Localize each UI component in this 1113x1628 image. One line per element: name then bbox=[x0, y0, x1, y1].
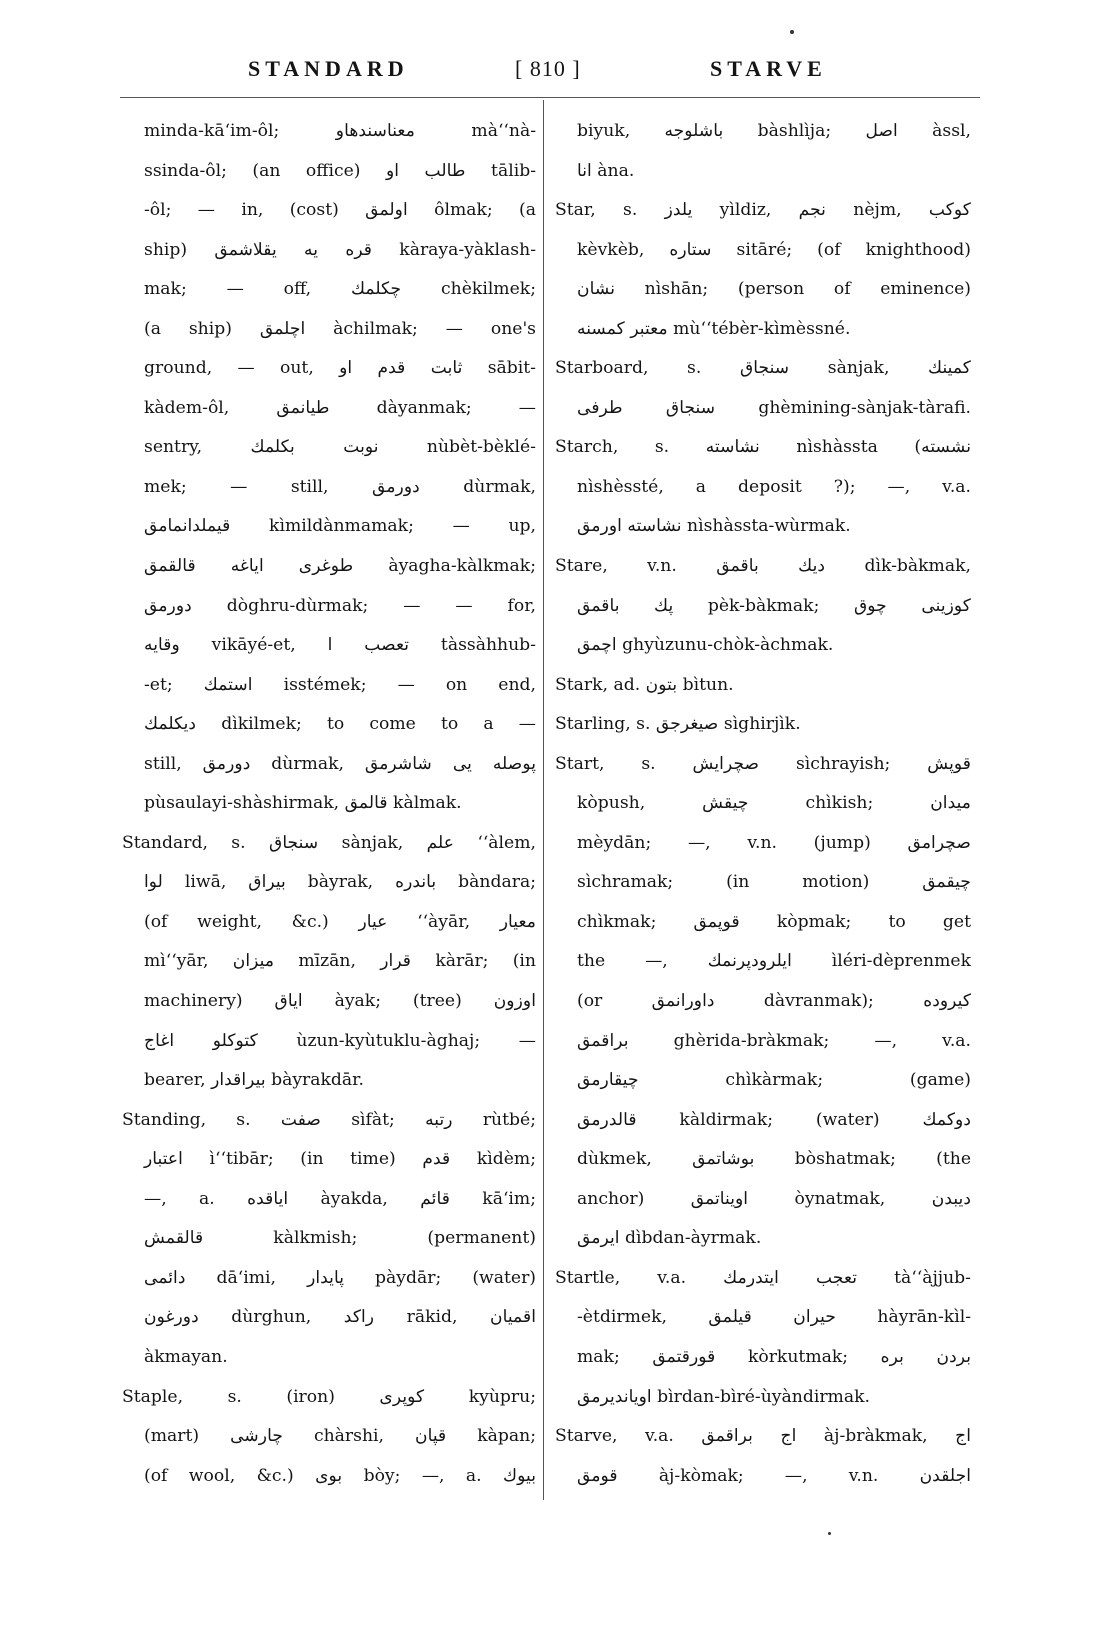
entry-headword-line: Standard, s. سنجاق sànjak, علم ‘‘àlem, bbox=[122, 832, 536, 853]
entry-continuation-line: biyuk, باشلوجه bàshlìja; اصل àssl, bbox=[577, 121, 971, 141]
header-right-word: STARVE bbox=[710, 56, 827, 81]
header-left-word: STANDARD bbox=[248, 56, 409, 81]
entry-headword-line: Starch, s. نشاسته nìshàssta (نشسته bbox=[555, 437, 971, 458]
entry-continuation-line: اچمق ghyùzunu-chòk-àchmak. bbox=[577, 635, 834, 656]
entry-continuation-line: دورمق dòghru-dùrmak; — — for, bbox=[144, 595, 536, 616]
left-column bbox=[122, 112, 536, 1496]
entry-continuation-line: (a ship) اچلمق àchilmak; — one's bbox=[144, 318, 536, 339]
entry-headword-line: Star, s. يلدز yìldiz, نجم nèjm, كوكب bbox=[555, 200, 971, 221]
entry-headword-line: Startle, v.a. تعجب ايتدرمك tà‘‘àjjub- bbox=[555, 1267, 971, 1288]
entry-continuation-line: دائمی dāʻimi, پايدار pàydār; (water) bbox=[144, 1267, 536, 1288]
entry-continuation-line: machinery) اياق àyak; (tree) اوزون bbox=[144, 991, 536, 1012]
entry-continuation-line: طوغری اياغه قالقمق àyagha-kàlkmak; bbox=[144, 556, 536, 577]
entry-headword-line: Starve, v.a. اج براقمق àj-bràkmak, اج bbox=[555, 1426, 971, 1447]
entry-continuation-line: پك باقمق pèk-bàkmak; كوزينی چوق bbox=[577, 595, 971, 616]
entry-continuation-line: قومق àj-kòmak; —, v.n. اجلقدن bbox=[577, 1465, 971, 1486]
entry-continuation-line: اويانديرمق bìrdan-bìré-ùyàndirmak. bbox=[577, 1386, 870, 1407]
entry-continuation-line: (of wool, &c.) بوی bòy; —, a. بيوك bbox=[144, 1465, 536, 1486]
entry-continuation-line: chìkmak; قوپمق kòpmak; to get bbox=[577, 911, 971, 932]
entry-continuation-line: kòpush, چيقش chìkish; ميدان bbox=[577, 793, 971, 814]
entry-headword-line: Starboard, s. سنجاق sànjak, كمينك bbox=[555, 358, 971, 379]
entry-headword-line: Staple, s. (iron) کوپری kyùpru; bbox=[122, 1386, 536, 1407]
entry-continuation-line: ايرمق dìbdan-àyrmak. bbox=[577, 1228, 762, 1249]
entry-continuation-line: still, دورمق dùrmak, پوصله یی شاشرمق bbox=[144, 753, 536, 774]
entry-continuation-line: ssinda-ôl; (an office) طالب او tālib- bbox=[144, 160, 536, 181]
entry-continuation-line: معتبر كمسنه mù‘‘tébèr-kìmèssné. bbox=[577, 318, 851, 339]
entry-continuation-line: -ôl; — in, (cost) اولمق ôlmak; (a bbox=[144, 200, 536, 221]
entry-continuation-line: bearer, بيراقدار bàyrakdār. bbox=[144, 1070, 364, 1091]
entry-continuation-line: لوا liwā, بيراق bàyrak, باندره bàndara; bbox=[144, 872, 536, 893]
entry-headword-line: Standing, s. صفت sìfàt; رتبه rùtbé; bbox=[122, 1109, 536, 1130]
entry-continuation-line: mì‘‘yār, ميزان mīzān, قرار kàrār; (in bbox=[144, 951, 536, 972]
entry-continuation-line: (mart) چارشی chàrshi, قپان kàpan; bbox=[144, 1426, 536, 1447]
header-rule bbox=[120, 97, 980, 98]
page-number: [ 810 ] bbox=[515, 56, 581, 81]
entry-continuation-line: -ètdirmek, حيران قيلمق hàyrān-kìl- bbox=[577, 1307, 971, 1328]
entry-continuation-line: كتوكلو اغاج ùzun-kyùtuklu-àghaj; — bbox=[144, 1030, 536, 1051]
entry-continuation-line: (or داورانمق dàvranmak); كيروده bbox=[577, 991, 971, 1012]
entry-continuation-line: mek; — still, دورمق dùrmak, bbox=[144, 476, 536, 497]
entry-continuation-line: (of weight, &c.) عيار ‘‘àyār, معيار bbox=[144, 911, 536, 932]
entry-continuation-line: sentry, نوبت بکلمك nùbèt-bèklé- bbox=[144, 437, 536, 458]
entry-continuation-line: sìchramak; (in motion) چيقمق bbox=[577, 872, 971, 893]
entry-continuation-line: àkmayan. bbox=[144, 1346, 228, 1367]
entry-continuation-line: kàdem-ôl, طيانمق dàyanmak; — bbox=[144, 397, 536, 418]
entry-continuation-line: the —, ايلرودپرنمك ìléri-dèprenmek bbox=[577, 951, 971, 972]
column-divider bbox=[543, 100, 544, 1500]
entry-continuation-line: mak; — off, چکلمك chèkilmek; bbox=[144, 279, 536, 300]
entry-continuation-line: nìshèssté, a deposit ?); —, v.a. bbox=[577, 476, 971, 497]
entry-headword-line: Stark, ad. بتون bìtun. bbox=[555, 674, 734, 695]
entry-continuation-line: نشان nìshān; (person of eminence) bbox=[577, 279, 971, 300]
entry-headword-line: Start, s. صچرايش sìchrayish; قوپش bbox=[555, 753, 971, 774]
entry-continuation-line: براقمق ghèrida-bràkmak; —, v.a. bbox=[577, 1030, 971, 1051]
entry-continuation-line: ديكلمك dìkilmek; to come to a — bbox=[144, 714, 536, 735]
entry-headword-line: Stare, v.n. ديك باقمق dìk-bàkmak, bbox=[555, 556, 971, 577]
entry-continuation-line: minda-kāʻim-ôl; معناسندهاو mà‘‘nà- bbox=[144, 121, 536, 141]
entry-headword-line: Starling, s. صيغرجق sìghirjìk. bbox=[555, 714, 801, 735]
entry-continuation-line: قالدرمق kàldirmak; (water) دوكمك bbox=[577, 1109, 971, 1130]
entry-continuation-line: mèydān; —, v.n. (jump) صچرامق bbox=[577, 832, 971, 853]
entry-continuation-line: دورغون dùrghun, راكد rākid, اقميان bbox=[144, 1307, 536, 1328]
entry-continuation-line: dùkmek, بوشاتمق bòshatmak; (the bbox=[577, 1149, 971, 1170]
entry-continuation-line: kèvkèb, ستاره sitāré; (of knighthood) bbox=[577, 239, 971, 260]
entry-continuation-line: —, a. اياقده àyakda, قائم kāʻim; bbox=[144, 1188, 536, 1209]
entry-continuation-line: چيقارمق chìkàrmak; (game) bbox=[577, 1070, 971, 1091]
entry-continuation-line: pùsaulayi-shàshirmak, قالمق kàlmak. bbox=[144, 793, 462, 814]
entry-continuation-line: -et; استمك isstémek; — on end, bbox=[144, 674, 536, 695]
entry-continuation-line: سنجاق طرفی ghèmining-sànjak-tàrafi. bbox=[577, 397, 971, 418]
entry-continuation-line: وقايه vikāyé-et, تعصب ا tàssàhhub- bbox=[144, 635, 536, 656]
right-column bbox=[555, 112, 971, 1496]
entry-continuation-line: ground, — out, ثابت قدم او sābit- bbox=[144, 358, 536, 379]
entry-continuation-line: انا àna. bbox=[577, 160, 635, 181]
entry-continuation-line: mak; قورقتمق kòrkutmak; بردن بره bbox=[577, 1346, 971, 1367]
entry-continuation-line: anchor) اويناتمق òynatmak, ديبدن bbox=[577, 1188, 971, 1209]
entry-continuation-line: قيملدانمامق kìmildànmamak; — up, bbox=[144, 516, 536, 537]
entry-continuation-line: اعتبار ì‘‘tibār; (in time) قدم kìdèm; bbox=[144, 1149, 536, 1170]
entry-continuation-line: قالقمش kàlkmish; (permanent) bbox=[144, 1228, 536, 1249]
entry-continuation-line: ship) قره یه یقلاشمق kàraya-yàklash- bbox=[144, 239, 536, 260]
print-speck bbox=[790, 30, 794, 34]
print-speck bbox=[828, 1532, 831, 1535]
running-header bbox=[120, 50, 992, 90]
entry-continuation-line: نشاسته اورمق nìshàssta-wùrmak. bbox=[577, 516, 851, 537]
